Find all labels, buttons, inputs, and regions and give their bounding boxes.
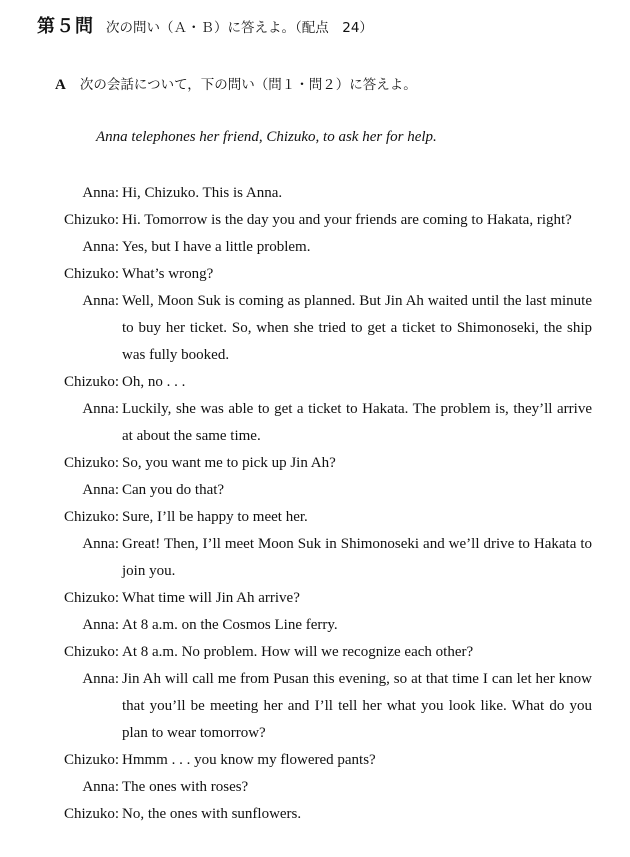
speaker-name: Chizuko: (64, 455, 119, 471)
question-instruction: 次の問い（Ａ・Ｂ）に答えよ。（配点 24） (106, 20, 373, 36)
dialogue-turn (0, 207, 630, 234)
speaker-name: Chizuko: (64, 212, 119, 228)
speaker-name: Anna: (82, 401, 119, 417)
dialogue-turn (0, 531, 630, 585)
dialogue-turn (0, 639, 630, 666)
dialogue-turn (0, 504, 630, 531)
dialogue-turn (0, 801, 630, 828)
speaker-name: Anna: (82, 617, 119, 633)
scene-description: Anna telephones her friend, Chizuko, to ask her for help. (96, 129, 437, 145)
utterance: Jin Ah will call me from Pusan this evening, so at that time I can let her know that you’ll be meeting her and I’ll tell her what you look like. What do you plan to wear tomorrow? (122, 671, 592, 741)
utterance: No, the ones with sunflowers. (122, 806, 302, 822)
dialogue-turn (0, 261, 630, 288)
utterance: The ones with roses? (122, 779, 249, 795)
section-label: A (55, 77, 66, 93)
dialogue (0, 180, 630, 828)
speaker-name: Chizuko: (64, 509, 119, 525)
dialogue-turn (0, 477, 630, 504)
utterance: Well, Moon Suk is coming as planned. But Jin Ah waited until the last minute to buy her ticket. So, when she tried to get a ticket to Shimonoseki, the ship was fully booked. (122, 293, 592, 363)
speaker-name: Chizuko: (64, 752, 119, 768)
dialogue-turn (0, 369, 630, 396)
dialogue-turn (0, 585, 630, 612)
utterance: What’s wrong? (122, 266, 214, 282)
speaker-name: Anna: (82, 239, 119, 255)
speaker-name: Anna: (82, 293, 119, 309)
question-header (37, 12, 373, 38)
dialogue-turn (0, 180, 630, 207)
utterance: At 8 a.m. No problem. How will we recognize each other? (122, 644, 474, 660)
speaker-name: Anna: (82, 482, 119, 498)
speaker-name: Chizuko: (64, 266, 119, 282)
utterance: Sure, I’ll be happy to meet her. (122, 509, 308, 525)
utterance: Oh, no . . . (122, 374, 186, 390)
utterance: So, you want me to pick up Jin Ah? (122, 455, 336, 471)
speaker-name: Chizuko: (64, 644, 119, 660)
question-number: 第５問 (37, 16, 94, 37)
utterance: Yes, but I have a little problem. (122, 239, 311, 255)
speaker-name: Anna: (82, 671, 119, 687)
utterance: Hmmm . . . you know my flowered pants? (122, 752, 376, 768)
dialogue-turn (0, 234, 630, 261)
utterance: What time will Jin Ah arrive? (122, 590, 300, 606)
speaker-name: Chizuko: (64, 590, 119, 606)
dialogue-turn (0, 774, 630, 801)
section-instruction: 次の会話について，下の問い（問１・問２）に答えよ。 (79, 77, 417, 93)
utterance: Hi, Chizuko. This is Anna. (122, 185, 283, 201)
dialogue-turn (0, 666, 630, 747)
dialogue-turn (0, 747, 630, 774)
utterance: At 8 a.m. on the Cosmos Line ferry. (122, 617, 338, 633)
dialogue-turn (0, 288, 630, 369)
utterance: Luckily, she was able to get a ticket to Hakata. The problem is, they’ll arrive at about the same time. (122, 401, 592, 444)
section-a-header (55, 73, 417, 94)
speaker-name: Anna: (82, 185, 119, 201)
dialogue-turn (0, 450, 630, 477)
speaker-name: Anna: (82, 779, 119, 795)
utterance: Hi. Tomorrow is the day you and your friends are coming to Hakata, right? (122, 212, 572, 228)
speaker-name: Anna: (82, 536, 119, 552)
dialogue-turn (0, 612, 630, 639)
dialogue-turn (0, 396, 630, 450)
utterance: Great! Then, I’ll meet Moon Suk in Shimonoseki and we’ll drive to Hakata to join you. (122, 536, 592, 579)
utterance: Can you do that? (122, 482, 225, 498)
speaker-name: Chizuko: (64, 374, 119, 390)
speaker-name: Chizuko: (64, 806, 119, 822)
